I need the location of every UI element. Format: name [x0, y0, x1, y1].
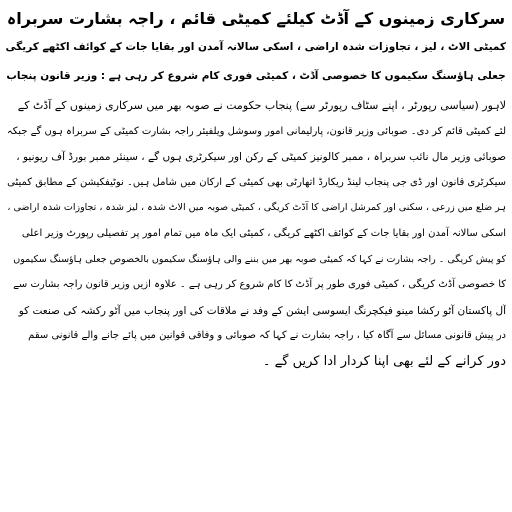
body-line: ہر ضلع میں زرعی ، سکنی اور کمرشل اراضی کا آڈٹ کریگی ، کمیٹی صوبہ میں الاٹ شدہ ، لیز شدہ ، تجاوزات شدہ اراضی ، [7, 202, 506, 214]
subheadline-1: کمیٹی الاٹ ، لیز ، تجاوزات شدہ اراضی ، اسکی سالانہ آمدن اور بقایا جات کے کوائف اکٹھے کریگی [6, 41, 506, 53]
body-line: آل پاکستان آٹو رکشا مینو فیکچرنگ ایسوسی ایشن کے وفد نے ملاقات کی اور پنجاب میں آٹو رکشہ کی صنعت کو [18, 304, 506, 317]
body-line: لاہور (سیاسی رپورٹر ، اپنے سٹاف رپورٹر سے) پنجاب حکومت نے صوبہ بھر میں سرکاری زمینوں کے آڈٹ کے [17, 99, 506, 112]
body-line: لئے کمیٹی قائم کر دی۔ صوبائی وزیر قانون، پارلیمانی امور وسوشل ویلفیئر راجہ بشارت کمیٹی کے سربراہ ہوں گے جبکہ [6, 125, 506, 137]
body-line: سیکرٹری قانون اور ڈی جی پنجاب لینڈ ریکارڈ اتھارٹی بھی کمیٹی کے ارکان میں شامل ہیں۔ نوٹیفکیشن کے مطابق کمیٹی [7, 176, 506, 188]
body-line: کا خصوصی آڈٹ کریگی ، کمیٹی فوری طور پر آڈٹ کا کام شروع کر رہی ہے ۔ علاوہ ازیں وزیر قانون راجہ بشارت سے [13, 279, 506, 291]
body-line: اسکی سالانہ آمدن اور بقایا جات کے کوائف اکٹھے کریگی ، کمیٹی ایک ماہ میں تمام امور پر تفصیلی رپورٹ وزیر اعلی [21, 227, 506, 239]
body-line: صوبائی وزیر مال نائب سربراہ ، ممبر کالونیز کمیٹی کے رکن اور سیکرٹری ہوں گے ، سینئر ممبر بورڈ آف ریونیو ، [16, 151, 506, 164]
article-body [6, 96, 506, 372]
body-line: دور کرانے کے لئے بھی اپنا کردار ادا کریں گے ۔ [262, 353, 506, 369]
subheadline-2: جعلی ہاؤسنگ سکیموں کا خصوصی آڈٹ ، کمیٹی فوری کام شروع کر رہی ہے : وزیر قانون پنجاب [6, 70, 506, 82]
headline: سرکاری زمینوں کے آڈٹ کیلئے کمیٹی قائم ، راجہ بشارت سربراہ [6, 9, 506, 28]
body-line: کو پیش کریگی ۔ راجہ بشارت نے کہا کہ کمیٹی صوبہ بھر میں بننے والی ہاؤسنگ سکیموں بالخصوص جعلی ہاؤسنگ سکیموں [13, 253, 506, 265]
body-line: در پیش قانونی مسائل سے آگاہ کیا ، راجہ بشارت نے کہا کہ صوبائی و وفاقی قوانین میں پائے جانے والے قانونی سقم [28, 330, 506, 342]
